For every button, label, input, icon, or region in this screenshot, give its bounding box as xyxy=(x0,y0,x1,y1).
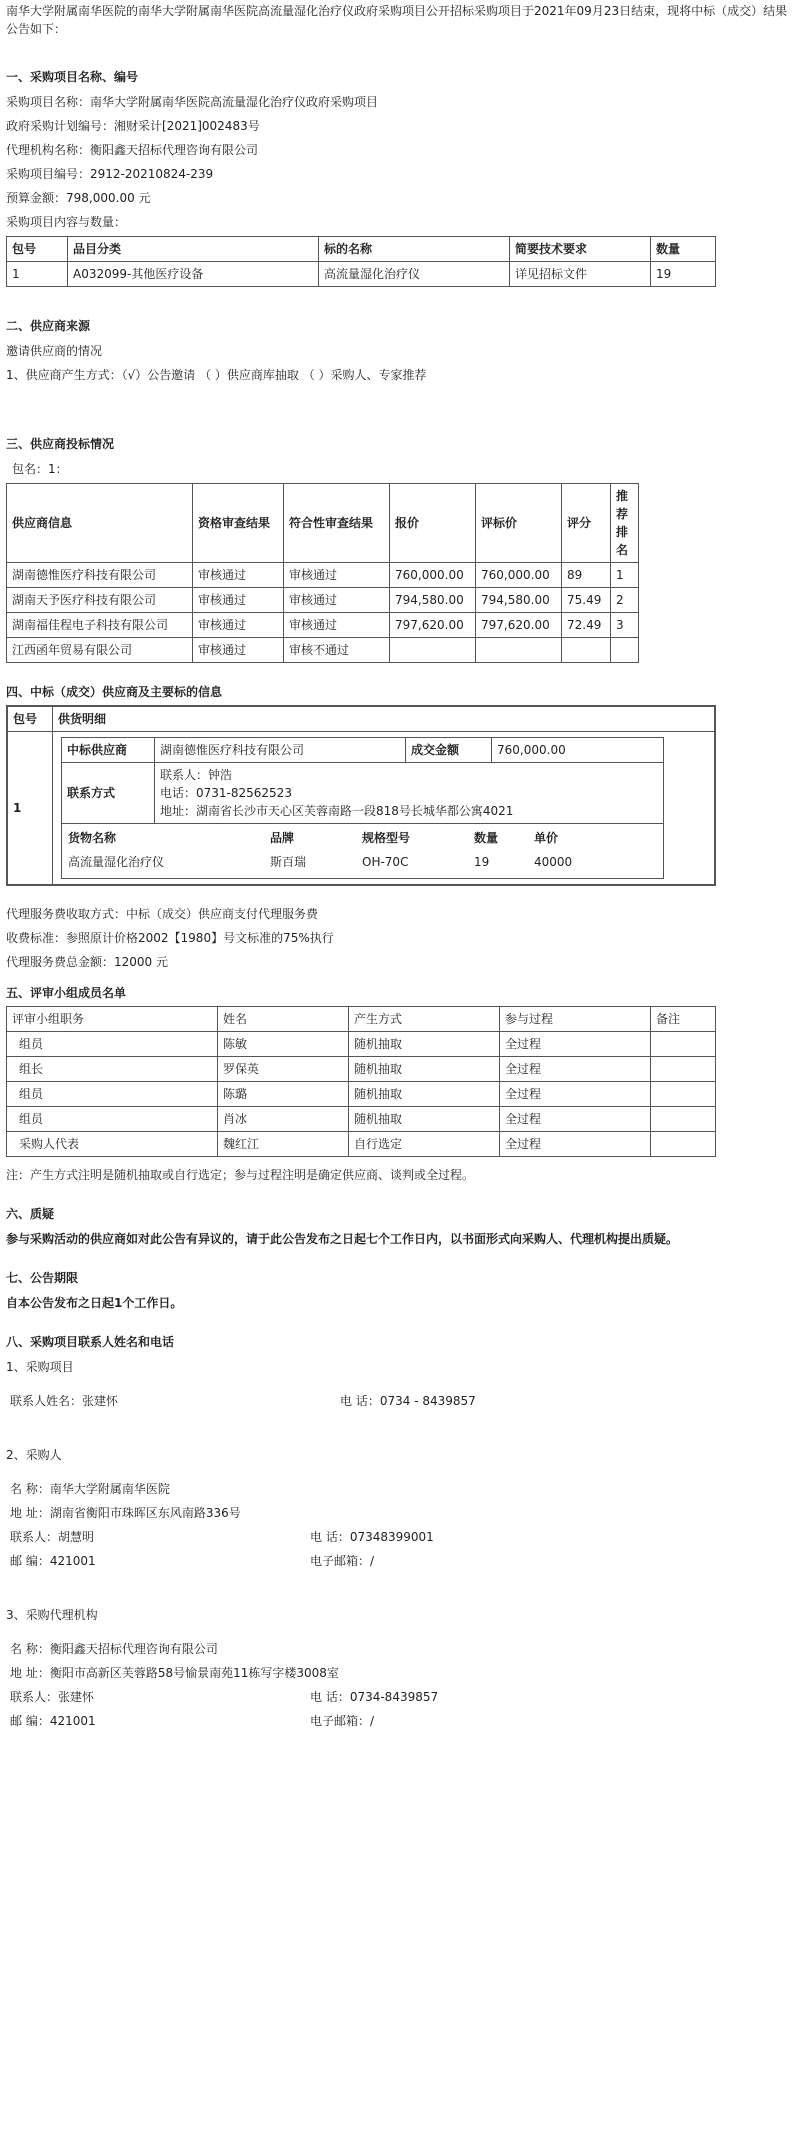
table-cell: 湖南福佳程电子科技有限公司 xyxy=(7,613,193,638)
table-cell: 随机抽取 xyxy=(349,1082,500,1107)
agency-zip: 邮 编：421001 xyxy=(10,1714,96,1728)
table-cell: 自行选定 xyxy=(349,1132,500,1157)
panel-note: 注：产生方式注明是随机抽取或自行选定；参与过程注明是确定供应商、谈判或全过程。 xyxy=(6,1168,475,1182)
table-cell: 3 xyxy=(611,613,639,638)
table-cell: 湖南德惟医疗科技有限公司 xyxy=(7,563,193,588)
invite-info: 邀请供应商的情况 xyxy=(6,344,103,358)
fee-total: 代理服务费总金额：12000 元 xyxy=(6,955,168,969)
table-row xyxy=(7,262,716,287)
header-cell: 规格型号 xyxy=(362,831,411,845)
table-cell: A032099-其他医疗设备 xyxy=(68,262,319,287)
table-row xyxy=(7,613,639,638)
table-row xyxy=(7,732,715,886)
header-cell: 包号 xyxy=(7,237,68,262)
contact-label: 联系方式 xyxy=(62,763,155,824)
table-cell: 高流量湿化治疗仪 xyxy=(68,855,165,869)
table-row xyxy=(7,1132,716,1157)
header-cell: 评标价 xyxy=(476,484,562,563)
header-cell: 货物名称 xyxy=(68,831,117,845)
header-cell: 品牌 xyxy=(270,831,295,845)
table-cell: 随机抽取 xyxy=(349,1057,500,1082)
header-cell: 参与过程 xyxy=(500,1007,651,1032)
project-name: 采购项目名称：南华大学附属南华医院高流量湿化治疗仪政府采购项目 xyxy=(6,95,379,109)
table-cell xyxy=(611,638,639,663)
intro-text: 南华大学附属南华医院的南华大学附属南华医院高流量湿化治疗仪政府采购项目公开招标采购项目于2021年09月23日结束，现将中标（成交）结果公告如下： xyxy=(6,4,788,36)
section-6-title: 六、质疑 xyxy=(6,1207,55,1221)
table-cell: 审核通过 xyxy=(193,613,284,638)
table-header-row xyxy=(7,484,639,563)
header-cell: 推荐排名 xyxy=(611,484,639,563)
table-row xyxy=(7,638,639,663)
header-cell: 评分 xyxy=(562,484,611,563)
agency-email: 电子邮箱：/ xyxy=(310,1714,375,1728)
table-cell: 40000 xyxy=(534,855,573,869)
table-cell: 797,620.00 xyxy=(476,613,562,638)
table-cell: 组长 xyxy=(7,1057,218,1082)
supplier-method: 1、供应商产生方式：（√）公告邀请 （ ）供应商库抽取 （ ）采购人、专家推荐 xyxy=(6,368,427,382)
section-7-title: 七、公告期限 xyxy=(6,1271,79,1285)
purchaser-person: 联系人：胡慧明 xyxy=(10,1530,95,1544)
table-cell xyxy=(651,1132,716,1157)
agency-phone: 电 话：0734-8439857 xyxy=(310,1690,439,1704)
bid-table xyxy=(6,483,639,663)
table-cell xyxy=(651,1057,716,1082)
fee-standard: 收费标准：参照原计价格2002【1980】号文标准的75%执行 xyxy=(6,931,334,945)
procurement-content-table xyxy=(6,236,716,287)
agency-contact-address: 地 址：衡阳市高新区芙蓉路58号愉景南苑11栋写字楼3008室 xyxy=(10,1666,339,1680)
panel-table xyxy=(6,1006,716,1157)
winner-detail-table xyxy=(61,737,664,879)
header-cell: 包号 xyxy=(7,706,53,732)
table-cell: 审核通过 xyxy=(284,563,390,588)
table-cell: 审核通过 xyxy=(284,613,390,638)
table-cell: 审核通过 xyxy=(193,588,284,613)
table-cell: 1 xyxy=(7,262,68,287)
section-8-title: 八、采购项目联系人姓名和电话 xyxy=(6,1335,175,1349)
winner-table xyxy=(6,705,716,886)
table-row xyxy=(7,563,639,588)
project-contact-title: 1、采购项目 xyxy=(6,1360,74,1374)
table-row xyxy=(62,850,663,874)
purchaser-zip: 邮 编：421001 xyxy=(10,1554,96,1568)
package-name: 包名：1： xyxy=(12,462,68,476)
project-contact-name: 联系人姓名：张建怀 xyxy=(10,1394,119,1408)
header-cell: 产生方式 xyxy=(349,1007,500,1032)
table-cell: 794,580.00 xyxy=(390,588,476,613)
deal-amount: 760,000.00 xyxy=(492,738,664,763)
table-cell: 797,620.00 xyxy=(390,613,476,638)
table-cell xyxy=(651,1107,716,1132)
table-row xyxy=(62,763,664,824)
header-cell: 品目分类 xyxy=(68,237,319,262)
table-row xyxy=(7,1107,716,1132)
header-cell: 简要技术要求 xyxy=(510,237,651,262)
table-cell: 19 xyxy=(651,262,716,287)
table-cell: 组员 xyxy=(7,1107,218,1132)
table-cell xyxy=(651,1032,716,1057)
header-cell: 数量 xyxy=(474,831,499,845)
contact-person: 联系人：钟浩 xyxy=(160,768,233,782)
table-cell: 高流量湿化治疗仪 xyxy=(319,262,510,287)
project-contact-phone: 电 话：0734 - 8439857 xyxy=(340,1394,476,1408)
package-number: 1 xyxy=(7,732,53,886)
agency-contact-name: 名 称：衡阳鑫天招标代理咨询有限公司 xyxy=(10,1642,218,1656)
period-text: 自本公告发布之日起1个工作日。 xyxy=(6,1296,183,1310)
table-cell: 全过程 xyxy=(500,1032,651,1057)
table-cell: 2 xyxy=(611,588,639,613)
section-1-title: 一、采购项目名称、编号 xyxy=(6,70,139,84)
purchaser-phone: 电 话：07348399001 xyxy=(310,1530,434,1544)
table-cell xyxy=(476,638,562,663)
table-row xyxy=(7,1082,716,1107)
table-cell: 陈璐 xyxy=(218,1082,349,1107)
challenge-text: 参与采购活动的供应商如对此公告有异议的，请于此公告发布之日起七个工作日内，以书面形式向采购人、代理机构提出质疑。 xyxy=(6,1232,679,1246)
purchaser-email: 电子邮箱：/ xyxy=(310,1554,375,1568)
table-cell: 760,000.00 xyxy=(476,563,562,588)
table-cell: 审核不通过 xyxy=(284,638,390,663)
table-cell: OH-70C xyxy=(362,855,409,869)
header-cell: 符合性审查结果 xyxy=(284,484,390,563)
table-cell: 陈敏 xyxy=(218,1032,349,1057)
header-cell: 资格审查结果 xyxy=(193,484,284,563)
table-cell: 审核通过 xyxy=(284,588,390,613)
header-cell: 备注 xyxy=(651,1007,716,1032)
project-contact-row xyxy=(6,1389,794,1413)
table-cell: 19 xyxy=(474,855,490,869)
header-cell: 供货明细 xyxy=(53,706,716,732)
section-2-title: 二、供应商来源 xyxy=(6,319,91,333)
purchaser-zip-row xyxy=(6,1549,794,1573)
table-cell xyxy=(651,1082,716,1107)
table-cell: 全过程 xyxy=(500,1057,651,1082)
agency-contact-title: 3、采购代理机构 xyxy=(6,1608,98,1622)
purchaser-name: 名 称：南华大学附属南华医院 xyxy=(10,1482,170,1496)
table-cell: 斯百瑞 xyxy=(270,855,307,869)
header-cell: 单价 xyxy=(534,831,559,845)
table-row xyxy=(62,738,664,763)
section-3-title: 三、供应商投标情况 xyxy=(6,437,115,451)
winner-label: 中标供应商 xyxy=(62,738,155,763)
header-cell: 姓名 xyxy=(218,1007,349,1032)
header-cell: 数量 xyxy=(651,237,716,262)
table-row xyxy=(62,824,664,879)
table-cell: 760,000.00 xyxy=(390,563,476,588)
header-cell: 供应商信息 xyxy=(7,484,193,563)
table-cell: 1 xyxy=(611,563,639,588)
table-cell xyxy=(390,638,476,663)
table-cell: 湖南天予医疗科技有限公司 xyxy=(7,588,193,613)
project-number: 采购项目编号：2912-20210824-239 xyxy=(6,167,214,181)
plan-number: 政府采购计划编号：湘财采计[2021]002483号 xyxy=(6,119,260,133)
table-cell: 江西函年贸易有限公司 xyxy=(7,638,193,663)
agency-person-row xyxy=(6,1685,794,1709)
fee-method: 代理服务费收取方式：中标（成交）供应商支付代理服务费 xyxy=(6,907,319,921)
table-cell: 魏红江 xyxy=(218,1132,349,1157)
table-cell: 随机抽取 xyxy=(349,1032,500,1057)
table-cell xyxy=(562,638,611,663)
agency-zip-row xyxy=(6,1709,794,1733)
table-cell: 罗保英 xyxy=(218,1057,349,1082)
amount-label: 成交金额 xyxy=(406,738,492,763)
contact-address: 地址：湖南省长沙市天心区芙蓉南路一段818号长城华都公寓4021 xyxy=(160,804,514,818)
table-cell: 全过程 xyxy=(500,1132,651,1157)
purchaser-title: 2、采购人 xyxy=(6,1448,62,1462)
agency-name: 代理机构名称：衡阳鑫天招标代理咨询有限公司 xyxy=(6,143,259,157)
table-header-row xyxy=(62,826,663,850)
table-cell: 72.49 xyxy=(562,613,611,638)
table-header-row xyxy=(7,706,715,732)
header-cell: 报价 xyxy=(390,484,476,563)
table-cell: 全过程 xyxy=(500,1082,651,1107)
table-row xyxy=(7,1032,716,1057)
table-header-row xyxy=(7,1007,716,1032)
goods-table xyxy=(62,826,663,874)
agency-person: 联系人：张建怀 xyxy=(10,1690,95,1704)
table-cell: 75.49 xyxy=(562,588,611,613)
table-header-row xyxy=(7,237,716,262)
header-cell: 评审小组职务 xyxy=(7,1007,218,1032)
purchaser-person-row xyxy=(6,1525,794,1549)
contact-phone: 电话：0731-82562523 xyxy=(160,786,292,800)
table-cell: 采购人代表 xyxy=(7,1132,218,1157)
table-cell: 794,580.00 xyxy=(476,588,562,613)
table-cell: 组员 xyxy=(7,1082,218,1107)
content-label: 采购项目内容与数量： xyxy=(6,215,127,229)
table-cell: 89 xyxy=(562,563,611,588)
header-cell: 标的名称 xyxy=(319,237,510,262)
table-row xyxy=(7,588,639,613)
table-cell: 审核通过 xyxy=(193,638,284,663)
section-4-title: 四、中标（成交）供应商及主要标的信息 xyxy=(6,685,223,699)
table-cell: 详见招标文件 xyxy=(510,262,651,287)
purchaser-address: 地 址：湖南省衡阳市珠晖区东风南路336号 xyxy=(10,1506,241,1520)
winner-name: 湖南德惟医疗科技有限公司 xyxy=(155,738,406,763)
table-cell: 审核通过 xyxy=(193,563,284,588)
table-row xyxy=(7,1057,716,1082)
table-cell: 肖冰 xyxy=(218,1107,349,1132)
table-cell: 全过程 xyxy=(500,1107,651,1132)
table-cell: 随机抽取 xyxy=(349,1107,500,1132)
budget-amount: 预算金额：798,000.00 元 xyxy=(6,191,151,205)
table-cell: 组员 xyxy=(7,1032,218,1057)
section-5-title: 五、评审小组成员名单 xyxy=(6,986,127,1000)
